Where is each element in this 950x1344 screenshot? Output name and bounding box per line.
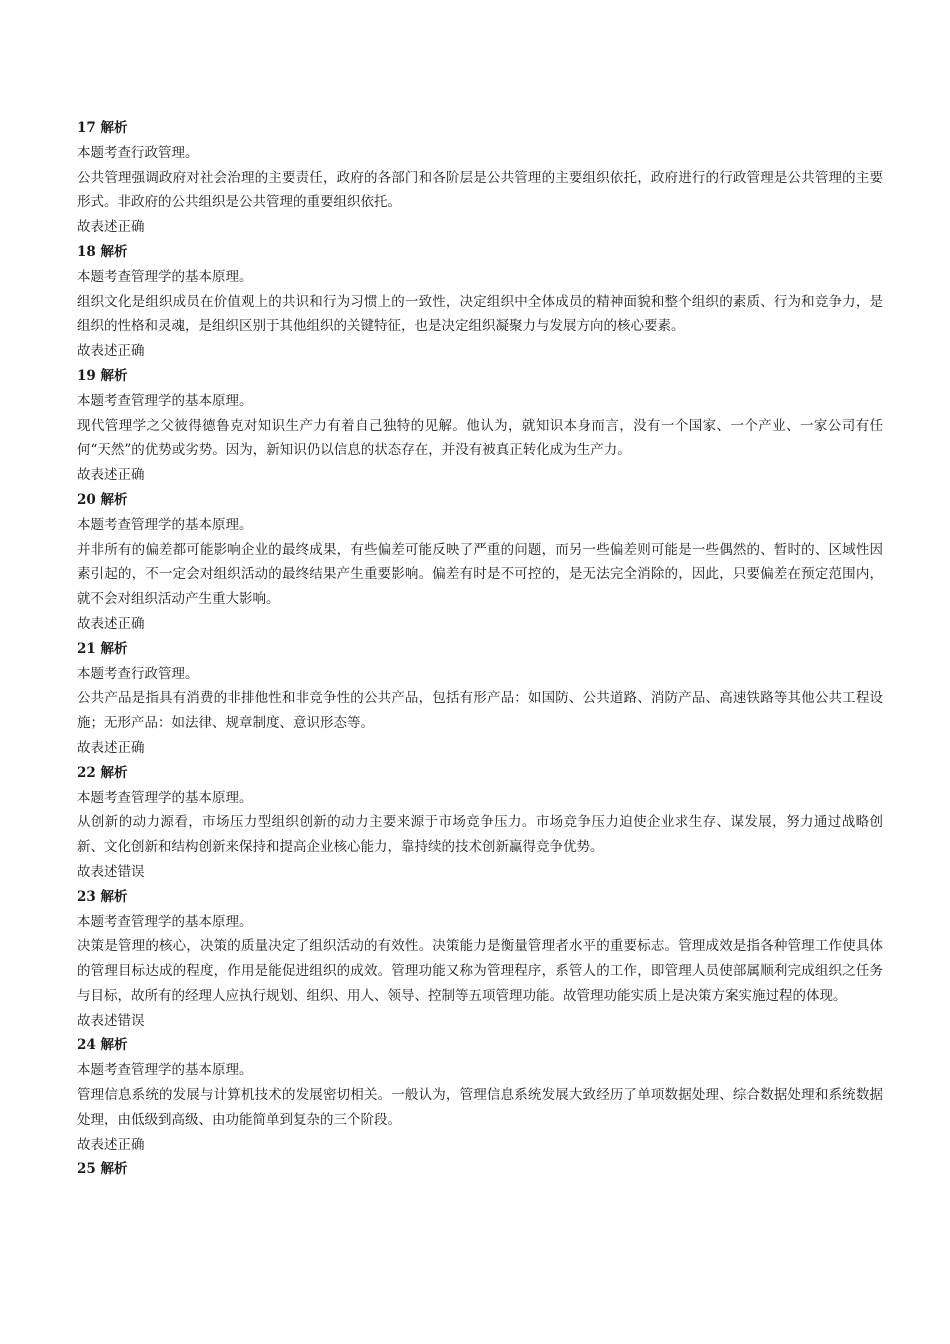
- entry-heading: 18 解析: [77, 243, 128, 260]
- entry-topic: 本题考查管理学的基本原理。: [77, 789, 253, 806]
- entry-topic: 本题考查行政管理。: [77, 665, 199, 682]
- entry-heading: 19 解析: [77, 367, 128, 384]
- entry-topic: 本题考查管理学的基本原理。: [77, 392, 253, 409]
- entry-heading: 24 解析: [77, 1037, 128, 1054]
- entry-verdict: 故表述正确: [77, 615, 145, 632]
- entry-topic: 本题考查管理学的基本原理。: [77, 268, 253, 285]
- entry-verdict: 故表述正确: [77, 1136, 145, 1153]
- entry-topic: 本题考查管理学的基本原理。: [77, 1062, 253, 1079]
- explanation-entry-18: [77, 240, 883, 364]
- entry-explanation: 公共管理强调政府对社会治理的主要责任，政府的各部门和各阶层是公共管理的主要组织依托，政府进行的行政管理是公共管理的主要形式。非政府的公共组织是公共管理的重要组织依托。: [77, 169, 883, 211]
- entry-heading-25: 25 解析: [77, 1161, 128, 1178]
- explanation-entry-24: [77, 1033, 883, 1157]
- entry-explanation: 现代管理学之父彼得德鲁克对知识生产力有着自己独特的见解。他认为，就知识本身而言，没有一个国家、一个产业、一家公司有任何“天然”的优势或劣势。因为，新知识仍以信息的状态存在，并没有被真正转化成为生产力。: [77, 417, 883, 459]
- answer-explanations-document: [77, 116, 883, 1182]
- entry-topic: 本题考查管理学的基本原理。: [77, 516, 253, 533]
- explanation-entry-17: [77, 116, 883, 240]
- entry-verdict: 故表述正确: [77, 343, 145, 360]
- entry-explanation: 管理信息系统的发展与计算机技术的发展密切相关。一般认为，管理信息系统发展大致经历了单项数据处理、综合数据处理和系统数据处理，由低级到高级、由功能简单到复杂的三个阶段。: [77, 1087, 883, 1128]
- entry-verdict: 故表述错误: [77, 863, 145, 880]
- explanation-entry-19: [77, 364, 883, 488]
- entry-heading: 23 解析: [77, 888, 128, 905]
- explanation-entry-22: [77, 761, 883, 885]
- entry-heading: 21 解析: [77, 640, 128, 657]
- entry-heading: 20 解析: [77, 491, 128, 508]
- entry-verdict: 故表述正确: [77, 219, 145, 236]
- explanation-entry-23: [77, 885, 883, 1034]
- entry-heading: 22 解析: [77, 764, 128, 781]
- entry-verdict: 故表述正确: [77, 739, 145, 756]
- entry-topic: 本题考查管理学的基本原理。: [77, 913, 253, 930]
- entry-explanation: 组织文化是组织成员在价值观上的共识和行为习惯上的一致性，决定组织中全体成员的精神面貌和整个组织的素质、行为和竞争力，是组织的性格和灵魂，是组织区别于其他组织的关键特征，也是决定组织凝聚力与发展方向的核心要素。: [77, 293, 883, 335]
- entry-explanation: 公共产品是指具有消费的非排他性和非竞争性的公共产品，包括有形产品：如国防、公共道路、消防产品、高速铁路等其他公共工程设施；无形产品：如法律、规章制度、意识形态等。: [77, 690, 883, 732]
- entry-verdict: 故表述正确: [77, 467, 145, 484]
- explanation-entry-21: [77, 637, 883, 761]
- entry-explanation: 决策是管理的核心，决策的质量决定了组织活动的有效性。决策能力是衡量管理者水平的重要标志。管理成效是指各种管理工作使具体的管理目标达成的程度，作用是能促进组织的成效。管理功能又称为管理程序，系管人的工作，即管理人员使部属顺利完成组织之任务与目标，故所有的经理人应执行规划、组织、用人、领导、控制等五项管理功能。故管理功能实质上是决策方案实施过程的体现。: [77, 938, 883, 1004]
- entry-explanation: 并非所有的偏差都可能影响企业的最终成果，有些偏差可能反映了严重的问题，而另一些偏差则可能是一些偶然的、暂时的、区域性因素引起的，不一定会对组织活动的最终结果产生重要影响。偏差有时是不可控的，是无法完全消除的，因此，只要偏差在预定范围内，就不会对组织活动产生重大影响。: [77, 541, 883, 608]
- entry-verdict: 故表述错误: [77, 1012, 145, 1029]
- explanation-entry-20: [77, 488, 883, 637]
- entry-explanation: 从创新的动力源看，市场压力型组织创新的动力主要来源于市场竞争压力。市场竞争压力迫使企业求生存、谋发展，努力通过战略创新、文化创新和结构创新来保持和提高企业核心能力，靠持续的技术创新赢得竞争优势。: [77, 814, 883, 856]
- entry-topic: 本题考查行政管理。: [77, 144, 199, 161]
- entry-heading: 17 解析: [77, 120, 128, 136]
